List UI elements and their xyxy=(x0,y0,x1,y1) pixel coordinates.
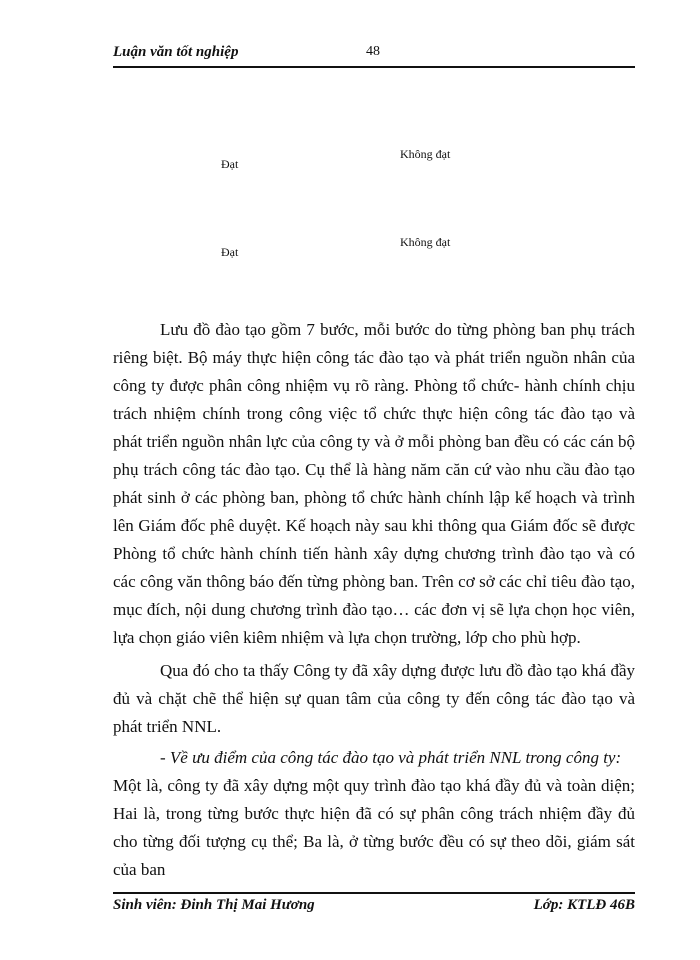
body-text xyxy=(113,316,635,884)
paragraph: Lưu đồ đào tạo gồm 7 bước, mỗi bước do từng phòng ban phụ trách riêng biệt. Bộ máy thực hiện công tác đào tạo và phát triển nguồn nhân của công ty được phân công nhiệm vụ rõ ràng. Phòng tổ chức- hành chính chịu trách nhiệm chính trong công việc tổ chức thực hiện công tác đào tạo và phát triển nguồn nhân lực của công ty và ở mỗi phòng ban đều có các cán bộ phụ trách công tác đào tạo. Cụ thể là hàng năm căn cứ vào nhu cầu đào tạo phát sinh ở các phòng ban, phòng tổ chức hành chính lập kế hoạch và trình lên Giám đốc phê duyệt. Kế hoạch này sau khi thông qua Giám đốc sẽ được Phòng tổ chức hành chính tiến hành xây dựng chương trình đào tạo và có các công văn thông báo đến từng phòng ban. Trên cơ sở các chỉ tiêu đào tạo, mục đích, nội dung chương trình đào tạo… các đơn vị sẽ lựa chọn học viên, lựa chọn giáo viên kiêm nhiệm và lựa chọn trường, lớp cho phù hợp. xyxy=(113,320,635,647)
footer-class: Lớp: KTLĐ 46B xyxy=(533,897,635,913)
flow-label-fail: Không đạt xyxy=(400,147,451,161)
footer-student: Sinh viên: Đinh Thị Mai Hương xyxy=(113,897,315,913)
advantages-heading: - Về ưu điểm của công tác đào tạo và phát triển NNL trong công ty: xyxy=(160,748,622,767)
flow-label-pass: Đạt xyxy=(221,157,239,171)
header-title: Luận văn tốt nghiệp xyxy=(113,44,239,60)
header-rule xyxy=(113,66,635,68)
flow-label-pass: Đạt xyxy=(221,245,239,259)
paragraph: Một là, công ty đã xây dựng một quy trình đào tạo khá đầy đủ và toàn diện; Hai là, trong từng bước thực hiện đã có sự phân công trách nhiệm đầy đủ cho từng đối tượng cụ thể; Ba là, ở từng bước đều có sự theo dõi, giám sát của ban xyxy=(113,776,635,879)
paragraph: Qua đó cho ta thấy Công ty đã xây dựng được lưu đồ đào tạo khá đầy đủ và chặt chẽ thể hiện sự quan tâm của công ty đến công tác đào tạo và phát triển NNL. xyxy=(113,661,635,736)
flow-label-fail: Không đạt xyxy=(400,235,451,249)
page-number: 48 xyxy=(366,44,380,59)
footer-rule xyxy=(113,892,635,894)
